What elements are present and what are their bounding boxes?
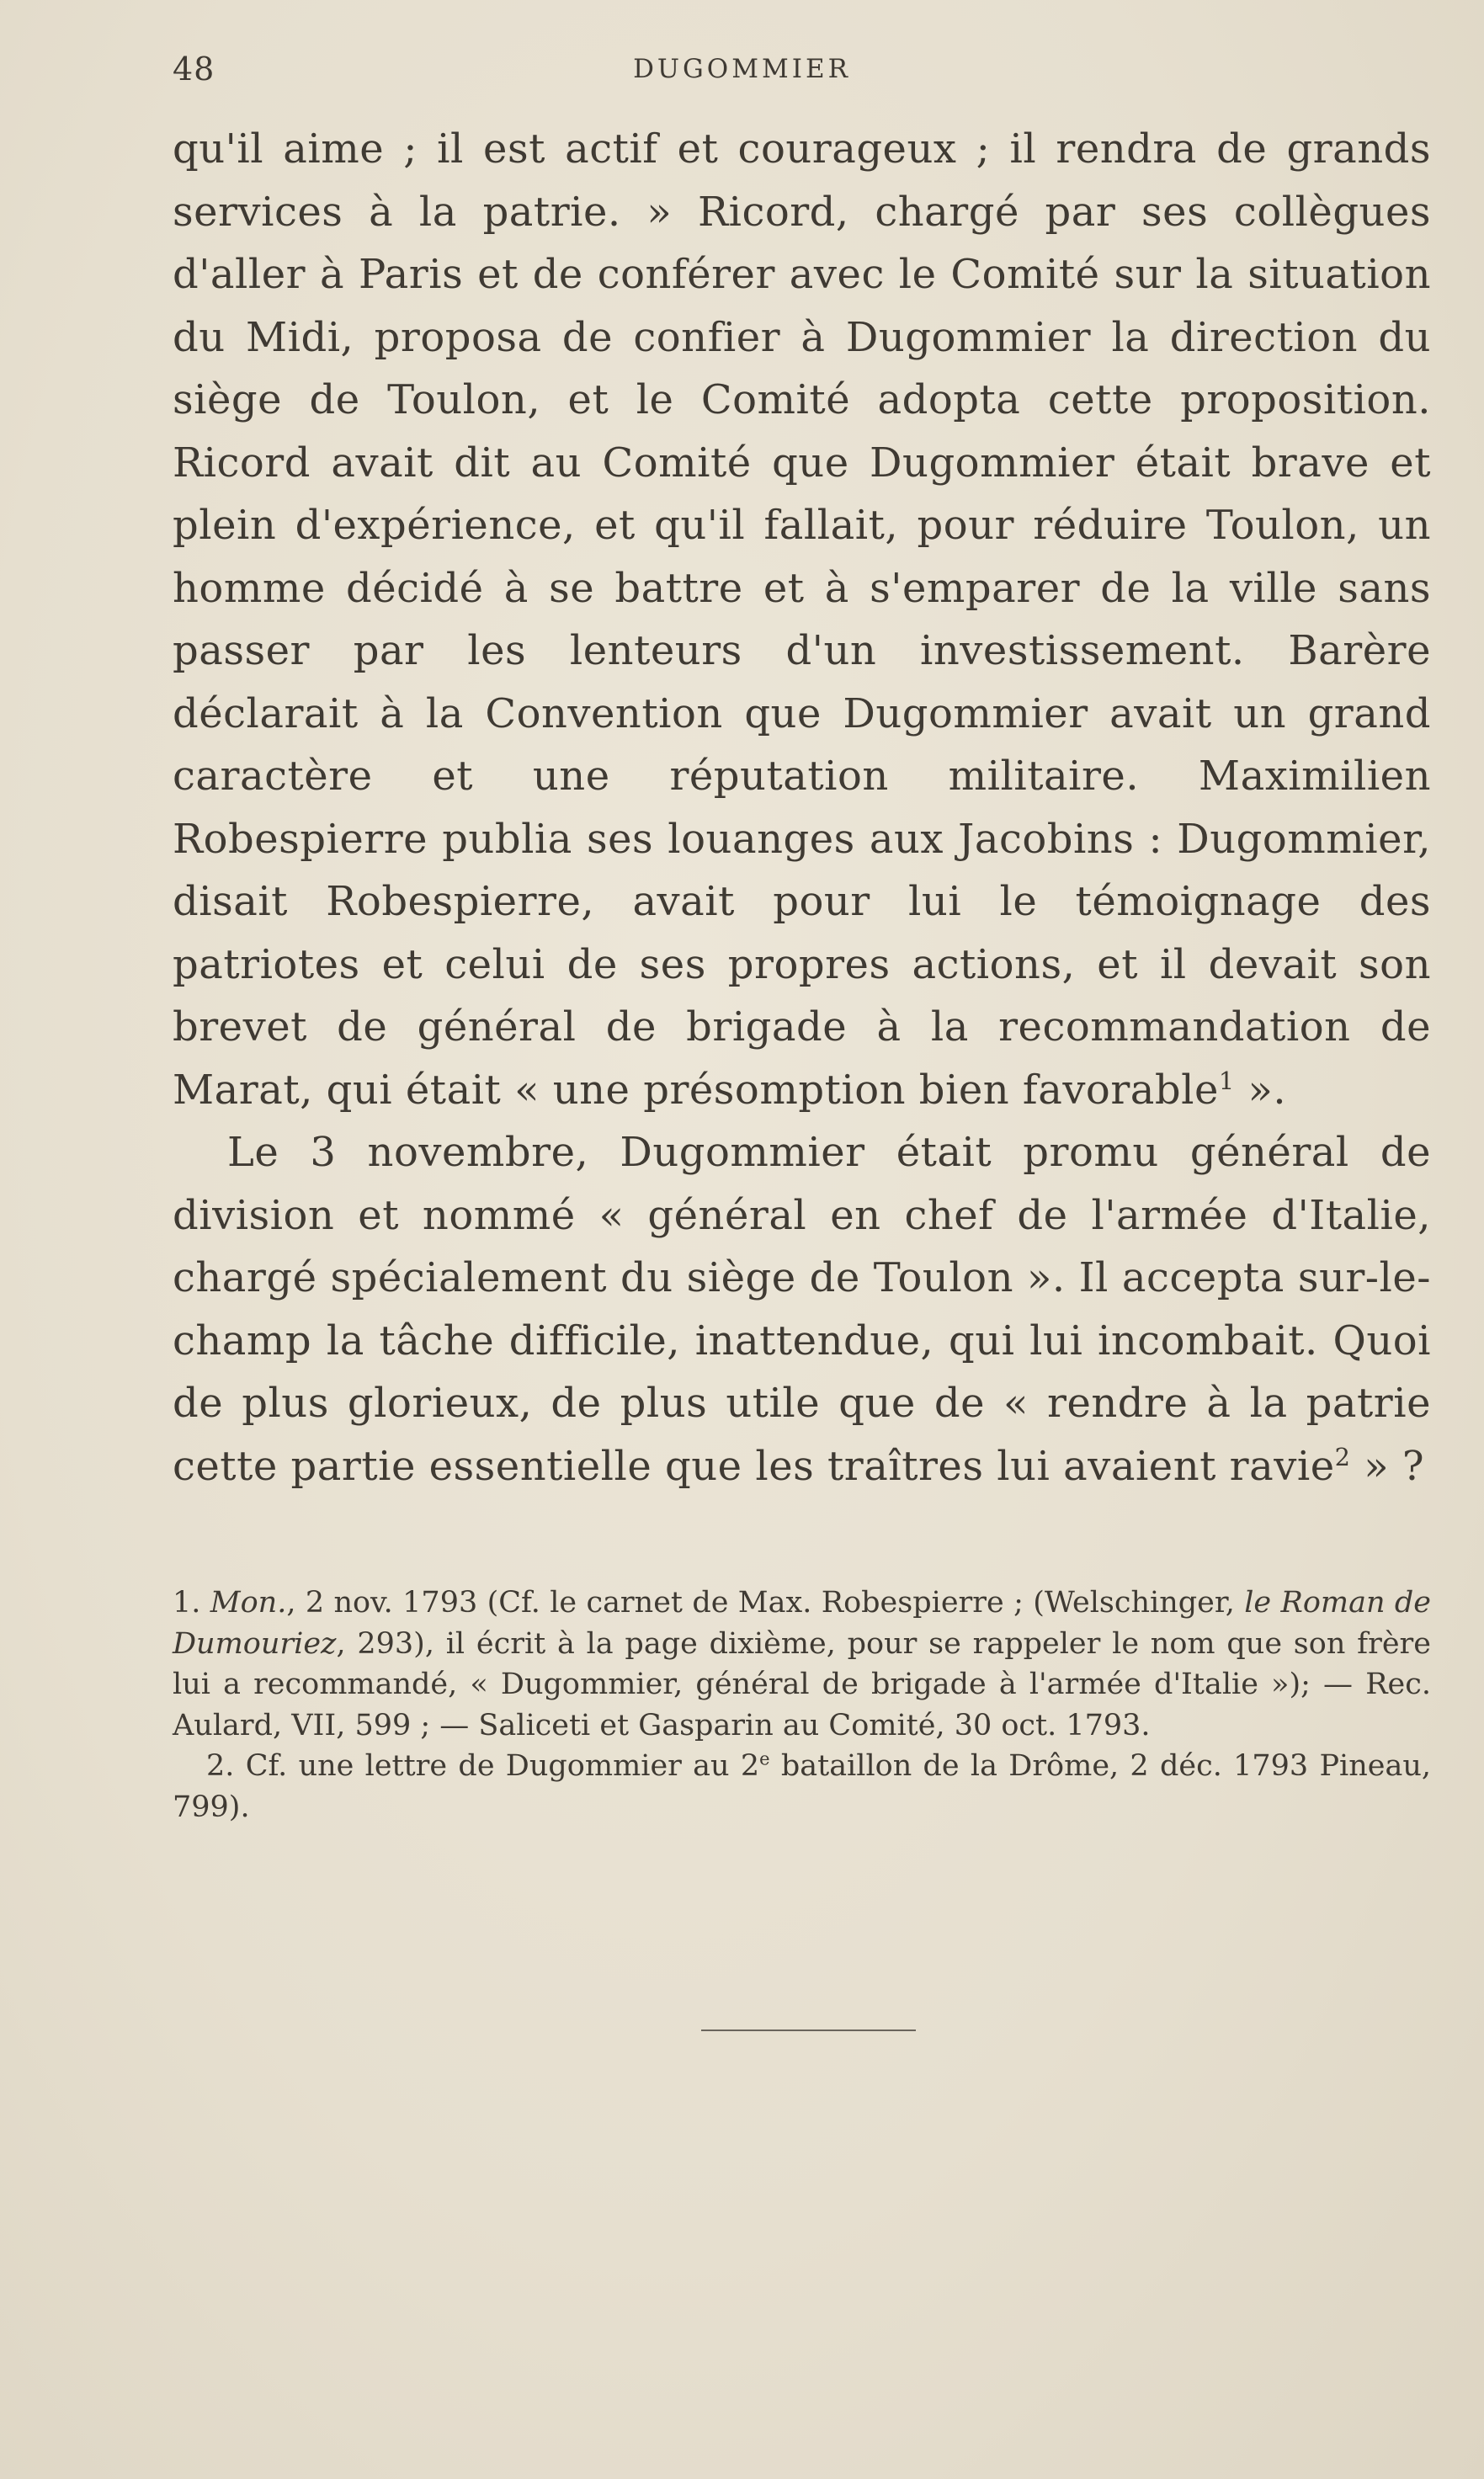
footnote-1-title: le Roman de Dumouriez (173, 1586, 1431, 1661)
footnote-1-text-a: , 2 nov. 1793 (Cf. le carnet de Max. Robespierre ; (Welschinger, (286, 1586, 1245, 1620)
bottom-rule (701, 2029, 916, 2031)
running-head: DUGOMMIER (633, 54, 851, 84)
footnote-2-number: 2. (206, 1749, 235, 1783)
paragraph-1-text: qu'il aime ; il est actif et courageux ; il rendra de grands services à la patrie. » Ricord, chargé par ses collègues d'aller à Paris et de conférer avec le Comité sur la situation du Midi, proposa de confier à Dugommier la direction du siège de Toulon, et le Comité adopta cette proposition. Ricord avait dit au Comité que Dugommier était brave et plein d'expérience, et qu'il fallait, pour réduire Toulon, un homme décidé à se battre et à s'emparer de la ville sans passer par les lenteurs d'un investissement. Barère déclarait à la Convention que Dugommier avait un grand caractère et une réputation militaire. Maximilien Robespierre publia ses louanges aux Jacobins : Dugommier, disait Robespierre, avait pour lui le témoignage des patriotes et celui de ses propres actions, et il devait son brevet de général de brigade à la recommandation de Marat, qui était « une présomption bien favorable (173, 125, 1431, 1114)
page-number: 48 (173, 51, 215, 88)
footnote-2 (173, 1746, 1431, 1827)
footnote-1-number: 1. (173, 1586, 201, 1620)
footnote-2-text-b: bataillon de la Drôme, 2 déc. 1793 Pineau, 799). (173, 1749, 1431, 1824)
paragraph-2 (173, 1121, 1431, 1498)
paragraph-1-end: ». (1234, 1066, 1287, 1114)
footnote-ref-2: 2 (1334, 1442, 1351, 1471)
paragraph-2-end: » ? (1350, 1442, 1425, 1490)
footnote-1 (173, 1583, 1431, 1746)
paragraph-2-text: Le 3 novembre, Dugommier était promu général de division et nommé « général en chef de l'armée d'Italie, chargé spécialement du siège de Toulon ». Il accepta sur-le-champ la tâche difficile, inattendue, qui lui incombait. Quoi de plus glorieux, de plus utile que de « rendre à la patrie cette partie essentielle que les traîtres lui avaient ravie (173, 1129, 1431, 1490)
paragraph-1 (173, 118, 1431, 1121)
page-header (173, 51, 1311, 93)
main-text (173, 118, 1431, 1498)
footnote-1-source: Mon. (210, 1586, 287, 1620)
footnote-2-sup: e (759, 1748, 770, 1769)
footnote-1-text-b: , 293), il écrit à la page dixième, pour se rappeler le nom que son frère lui a recommandé, « Dugommier, général de brigade à l'armée d'Italie »); — Rec. Aulard, VII, 599 ; — Saliceti et Gasparin au Comité, 30 oct. 1793. (173, 1626, 1431, 1742)
footnote-2-text-a: Cf. une lettre de Dugommier au 2 (245, 1749, 760, 1783)
footnote-ref-1: 1 (1218, 1066, 1235, 1095)
footnotes (173, 1583, 1431, 1827)
